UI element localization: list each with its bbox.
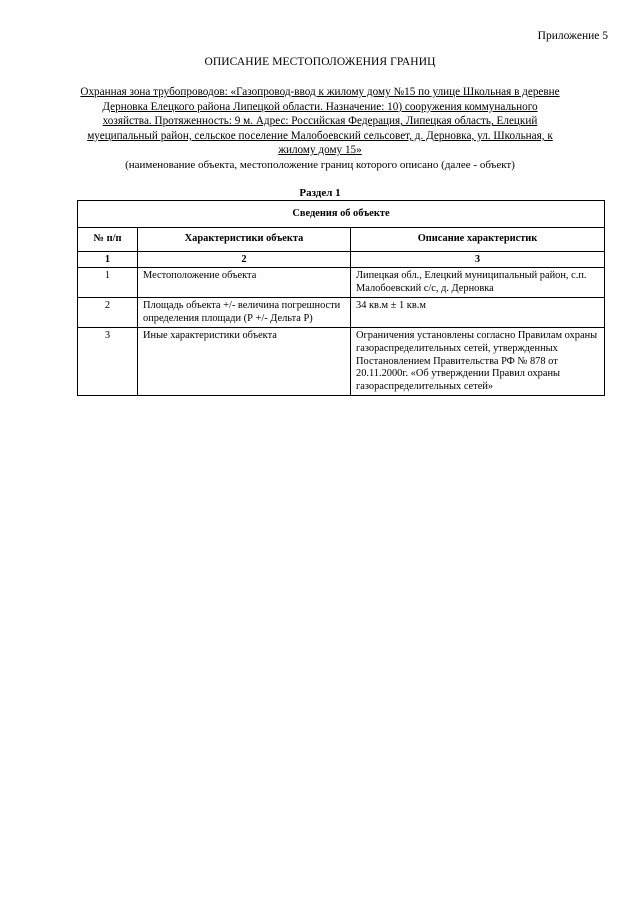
column-header-description: Описание характеристик xyxy=(351,228,605,252)
row-characteristic: Местоположение объекта xyxy=(138,268,351,298)
table-title-row xyxy=(78,201,605,228)
object-description-text: Охранная зона трубопроводов: «Газопровод-ввод к жилому дому №15 по улице Школьная в деревне Дерновка Елецкого района Липецкой области. Назначение: 10) сооружения коммунального хозяйства. Протяженность: 9 м. Адрес: Российская Федерация, Липецкая область, Елецкий муеципальный район, сельское поселение Малобоевский сельсовет, д. Дерновка, ул. Школьная, к жилому дому 15» xyxy=(80,86,560,157)
column-header-num: № п/п xyxy=(78,228,138,252)
row-number: 3 xyxy=(78,328,138,396)
row-description: Ограничения установлены согласно Правилам охраны газораспределительных сетей, утвержденных Постановлением Правительства РФ № 878 от 20.11.2000г. «Об утверждении Правил охраны газораспределительных сетей» xyxy=(351,328,605,396)
row-number: 2 xyxy=(78,298,138,328)
row-description: Липецкая обл., Елецкий муниципальный район, с.п. Малобоевский с/с, д. Дерновка xyxy=(351,268,605,298)
column-number: 3 xyxy=(351,252,605,268)
column-number-row xyxy=(78,252,605,268)
document-title: ОПИСАНИЕ МЕСТОПОЛОЖЕНИЯ ГРАНИЦ xyxy=(204,56,436,68)
column-number: 2 xyxy=(138,252,351,268)
table-header-row xyxy=(78,228,605,252)
section-title: Раздел 1 xyxy=(299,187,341,199)
row-description: 34 кв.м ± 1 кв.м xyxy=(351,298,605,328)
table-row xyxy=(78,268,605,298)
table-title: Сведения об объекте xyxy=(78,201,605,228)
column-header-characteristic: Характеристики объекта xyxy=(138,228,351,252)
row-characteristic: Иные характеристики объекта xyxy=(138,328,351,396)
row-number: 1 xyxy=(78,268,138,298)
column-number: 1 xyxy=(78,252,138,268)
table-row xyxy=(78,328,605,396)
object-description-caption: (наименование объекта, местоположение границ которого описано (далее - объект) xyxy=(125,159,515,171)
appendix-label: Приложение 5 xyxy=(537,30,608,42)
table-row xyxy=(78,298,605,328)
row-characteristic: Площадь объекта +/- величина погрешности определения площади (Р +/- Дельта Р) xyxy=(138,298,351,328)
object-description xyxy=(78,85,562,158)
object-info-table xyxy=(77,200,605,396)
